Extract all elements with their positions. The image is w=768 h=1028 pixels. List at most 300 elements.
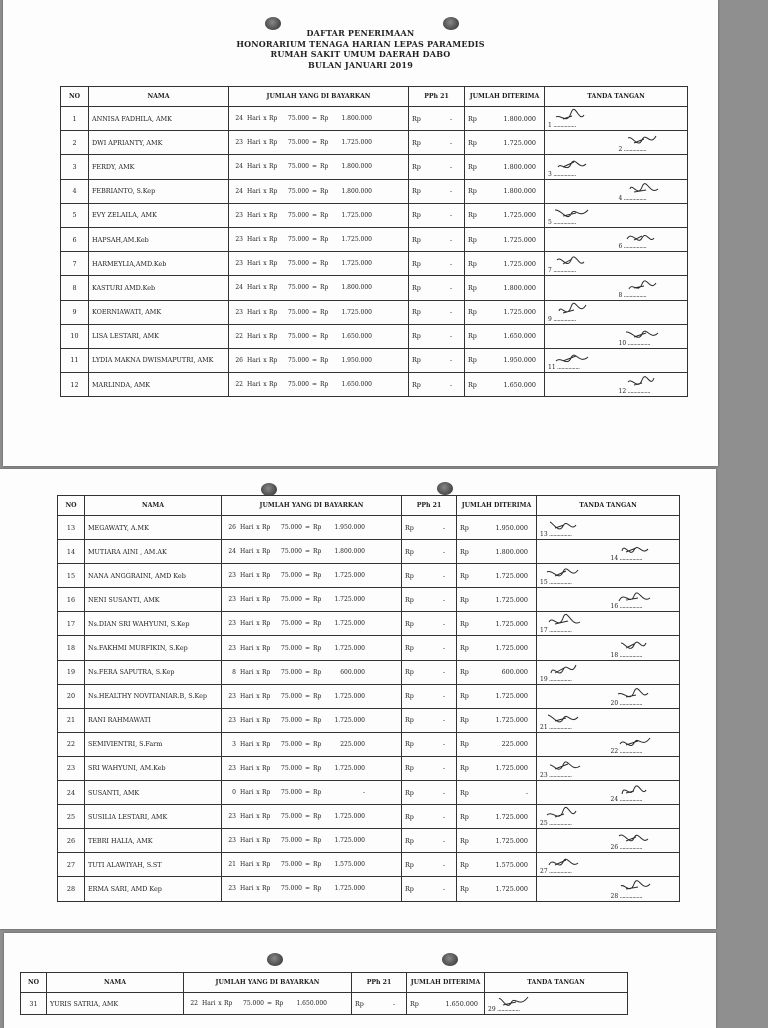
- signature-cell-right[interactable]: [608, 516, 680, 540]
- currency-label: Rp: [468, 380, 477, 389]
- currency-label: Rp: [313, 764, 322, 772]
- multiply-sign: x: [263, 260, 267, 268]
- total-payable: 600.000: [340, 668, 365, 676]
- table-row: [58, 781, 680, 805]
- pph21-value: -: [442, 595, 445, 604]
- currency-label: Rp: [405, 836, 414, 845]
- signature-cell-left[interactable]: [537, 708, 608, 732]
- table-header-row: [58, 496, 680, 516]
- currency-label: Rp: [269, 139, 278, 147]
- total-payable: 1.800.000: [341, 163, 372, 171]
- signature-cell-right[interactable]: [608, 853, 680, 877]
- signature-mark: [549, 107, 593, 127]
- table-row: [61, 155, 688, 179]
- row-number: 10: [61, 324, 89, 348]
- table-row: [61, 373, 688, 397]
- row-number: 11: [61, 348, 89, 372]
- page-2: [0, 469, 716, 929]
- payment-calculation: [222, 636, 402, 660]
- table-row: [61, 107, 688, 131]
- days-worked: 8: [232, 668, 236, 676]
- received-cell: [457, 588, 537, 612]
- signature-number: 16 .....: [611, 603, 643, 610]
- days-worked: 23: [228, 572, 236, 580]
- signature-cell-left[interactable]: [537, 588, 608, 612]
- currency-label: Rp: [262, 740, 271, 748]
- total-payable: 1.725.000: [334, 813, 365, 821]
- daily-rate: 75.000: [288, 260, 309, 268]
- received-cell: [465, 107, 545, 131]
- pph21-cell: [409, 203, 465, 227]
- employee-name: FERDY, AMK: [89, 155, 229, 179]
- amount-received: 1.725.000: [503, 235, 536, 244]
- col-diterima-header: JUMLAH DITERIMA: [465, 87, 545, 107]
- col-ttd-header: TANDA TANGAN: [537, 496, 680, 516]
- employee-name: HAPSAH,AM.Keb: [89, 227, 229, 251]
- days-label: Hari: [247, 381, 261, 389]
- pph21-value: -: [442, 884, 445, 893]
- signature-cell-right[interactable]: [608, 612, 680, 636]
- multiply-sign: x: [263, 236, 267, 244]
- days-label: Hari: [240, 548, 254, 556]
- currency-label: Rp: [262, 861, 271, 869]
- equals-sign: =: [304, 740, 311, 748]
- equals-sign: =: [304, 692, 311, 700]
- equals-sign: =: [304, 837, 311, 845]
- pph21-cell: [409, 131, 465, 155]
- days-label: Hari: [240, 716, 254, 724]
- payment-calculation: [229, 179, 409, 203]
- amount-received: 1.575.000: [495, 860, 528, 869]
- currency-label: Rp: [269, 332, 278, 340]
- amount-received: 1.725.000: [503, 308, 536, 317]
- signature-cell-right[interactable]: [608, 756, 680, 780]
- pph21-value: -: [442, 764, 445, 773]
- signature-cell-left[interactable]: [537, 540, 608, 564]
- days-label: Hari: [240, 740, 254, 748]
- currency-label: Rp: [313, 740, 322, 748]
- pph21-cell: [402, 781, 457, 805]
- total-payable: 1.800.000: [341, 115, 372, 123]
- signature-cell-left[interactable]: [537, 829, 608, 853]
- currency-label: Rp: [320, 163, 329, 171]
- signature-cell-left[interactable]: [537, 564, 608, 588]
- daily-rate: 75.000: [281, 861, 302, 869]
- amount-received: 1.725.000: [495, 644, 528, 653]
- received-cell: [457, 853, 537, 877]
- days-label: Hari: [247, 187, 261, 195]
- currency-label: Rp: [320, 381, 329, 389]
- signature-cell-right[interactable]: [616, 227, 688, 251]
- row-number: 17: [58, 612, 85, 636]
- equals-sign: =: [266, 1000, 273, 1007]
- punch-hole: [267, 953, 283, 966]
- currency-label: Rp: [460, 764, 469, 773]
- signature-cell-left[interactable]: [545, 324, 616, 348]
- pph21-value: -: [449, 138, 452, 147]
- signature-cell-left[interactable]: [537, 805, 608, 829]
- signature-cell-left[interactable]: [545, 348, 616, 372]
- amount-received: 1.950.000: [495, 523, 528, 532]
- title-line-1: DAFTAR PENERIMAAN: [306, 28, 415, 38]
- days-worked: 22: [235, 332, 243, 340]
- currency-label: Rp: [313, 885, 322, 893]
- currency-label: Rp: [262, 620, 271, 628]
- signature-cell-right[interactable]: [616, 373, 688, 397]
- signature-mark: [612, 829, 656, 849]
- signature-cell-right[interactable]: [608, 877, 680, 901]
- signature-cell-right[interactable]: [608, 564, 680, 588]
- amount-received: 1.725.000: [495, 716, 528, 725]
- total-payable: -: [362, 789, 365, 797]
- daily-rate: 75.000: [281, 813, 302, 821]
- currency-label: Rp: [313, 572, 322, 580]
- signature-cell-left[interactable]: [485, 993, 557, 1015]
- signature-cell-left[interactable]: [537, 684, 608, 708]
- col-pph-header: PPh 21: [409, 87, 465, 107]
- currency-label: Rp: [262, 764, 271, 772]
- total-payable: 1.725.000: [334, 837, 365, 845]
- pph21-value: -: [449, 356, 452, 365]
- signature-number: 26 .....: [611, 844, 643, 851]
- row-number: 21: [58, 708, 85, 732]
- days-label: Hari: [240, 620, 254, 628]
- equals-sign: =: [304, 764, 311, 772]
- table-row: [61, 276, 688, 300]
- received-cell: [465, 227, 545, 251]
- table-header-row: [21, 973, 628, 993]
- row-number: 5: [61, 203, 89, 227]
- signature-cell-right[interactable]: [616, 348, 688, 372]
- signature-cell-right[interactable]: [608, 636, 680, 660]
- signature-cell-right[interactable]: [616, 324, 688, 348]
- total-payable: 1.950.000: [341, 356, 372, 364]
- row-number: 20: [58, 684, 85, 708]
- col-jumlah-header: JUMLAH YANG DI BAYARKAN: [229, 87, 409, 107]
- amount-received: 1.725.000: [503, 138, 536, 147]
- signature-cell-right[interactable]: [616, 252, 688, 276]
- currency-label: Rp: [405, 788, 414, 797]
- signature-number: 10 .....: [619, 340, 651, 347]
- amount-received: 1.950.000: [503, 356, 536, 365]
- pph21-cell: [402, 612, 457, 636]
- currency-label: Rp: [269, 211, 278, 219]
- amount-received: 1.725.000: [503, 259, 536, 268]
- signature-number: 15 .....: [540, 579, 572, 586]
- signature-cell-right[interactable]: [608, 708, 680, 732]
- days-label: Hari: [240, 692, 254, 700]
- currency-label: Rp: [269, 308, 278, 316]
- employee-name: SEMIVIENTRI, S.Farm: [85, 732, 222, 756]
- daily-rate: 75.000: [288, 236, 309, 244]
- multiply-sign: x: [263, 115, 267, 123]
- days-worked: 23: [228, 716, 236, 724]
- row-number: 6: [61, 227, 89, 251]
- employee-name: NANA ANGGRAINI, AMD Keb: [85, 564, 222, 588]
- daily-rate: 75.000: [281, 764, 302, 772]
- days-label: Hari: [247, 115, 261, 123]
- row-number: 3: [61, 155, 89, 179]
- received-cell: [457, 684, 537, 708]
- table-row: [21, 993, 628, 1015]
- pph21-value: -: [442, 547, 445, 556]
- signature-number: 11 .....: [548, 364, 580, 371]
- days-label: Hari: [240, 885, 254, 893]
- employee-name: FEBRIANTO, S.Kep: [89, 179, 229, 203]
- payment-calculation: [229, 131, 409, 155]
- signature-cell-left[interactable]: [537, 660, 608, 684]
- row-number: 27: [58, 853, 85, 877]
- payment-calculation: [222, 805, 402, 829]
- table-row: [58, 612, 680, 636]
- signature-cell-left[interactable]: [545, 131, 616, 155]
- days-label: Hari: [247, 356, 261, 364]
- payment-calculation: [229, 155, 409, 179]
- signature-cell-right[interactable]: [616, 300, 688, 324]
- pph21-value: -: [442, 668, 445, 677]
- row-number: 15: [58, 564, 85, 588]
- amount-received: 600.000: [501, 668, 528, 677]
- employee-name: ANNISA FADHILA, AMK: [89, 107, 229, 131]
- equals-sign: =: [311, 139, 318, 147]
- pph21-value: -: [449, 283, 452, 292]
- days-label: Hari: [247, 284, 261, 292]
- pph21-cell: [402, 660, 457, 684]
- row-number: 24: [58, 781, 85, 805]
- signature-cell-left[interactable]: [537, 516, 608, 540]
- employee-name: NENI SUSANTI, AMK: [85, 588, 222, 612]
- signature-number: 28 .....: [611, 893, 643, 900]
- received-cell: [457, 708, 537, 732]
- currency-label: Rp: [460, 812, 469, 821]
- payment-calculation: [229, 227, 409, 251]
- pph21-cell: [402, 540, 457, 564]
- amount-received: 1.650.000: [503, 332, 536, 341]
- currency-label: Rp: [313, 861, 322, 869]
- signature-cell-right[interactable]: [608, 829, 680, 853]
- signature-mark: [620, 276, 664, 296]
- currency-label: Rp: [405, 764, 414, 773]
- days-label: Hari: [240, 764, 254, 772]
- signature-cell-right[interactable]: [608, 781, 680, 805]
- col-no-header: NO: [21, 973, 47, 993]
- days-label: Hari: [240, 789, 254, 797]
- currency-label: Rp: [269, 260, 278, 268]
- multiply-sign: x: [263, 381, 267, 389]
- currency-label: Rp: [269, 381, 278, 389]
- signature-number: 2 .....: [619, 146, 647, 153]
- days-label: Hari: [247, 236, 261, 244]
- signature-cell-left[interactable]: [537, 732, 608, 756]
- pph21-value: -: [442, 692, 445, 701]
- signature-mark: [541, 516, 585, 536]
- payment-calculation: [222, 660, 402, 684]
- table-row: [58, 805, 680, 829]
- signature-number: 3 .....: [548, 171, 576, 178]
- received-cell: [465, 348, 545, 372]
- signature-cell-right[interactable]: [608, 732, 680, 756]
- currency-label: Rp: [313, 668, 322, 676]
- pph21-cell: [352, 993, 407, 1015]
- currency-label: Rp: [405, 595, 414, 604]
- table-row: [58, 588, 680, 612]
- currency-label: Rp: [468, 211, 477, 220]
- signature-mark: [541, 661, 585, 681]
- currency-label: Rp: [468, 138, 477, 147]
- currency-label: Rp: [460, 571, 469, 580]
- pph21-value: -: [442, 523, 445, 532]
- currency-label: Rp: [320, 139, 329, 147]
- currency-label: Rp: [468, 283, 477, 292]
- pph21-cell: [402, 805, 457, 829]
- signature-cell-left[interactable]: [545, 107, 616, 131]
- table-row: [58, 853, 680, 877]
- received-cell: [465, 203, 545, 227]
- signature-mark: [620, 131, 664, 151]
- pph21-value: -: [449, 308, 452, 317]
- currency-label: Rp: [412, 308, 421, 317]
- currency-label: Rp: [320, 260, 329, 268]
- days-worked: 23: [235, 211, 243, 219]
- signature-cell-left[interactable]: [545, 227, 616, 251]
- table-row: [58, 564, 680, 588]
- pph21-cell: [409, 179, 465, 203]
- daily-rate: 75.000: [281, 620, 302, 628]
- signature-mark: [620, 180, 664, 200]
- pph21-cell: [409, 373, 465, 397]
- employee-name: DWI APRIANTY, AMK: [89, 131, 229, 155]
- total-payable: 1.725.000: [341, 308, 372, 316]
- signature-cell-left[interactable]: [537, 636, 608, 660]
- pph21-cell: [402, 636, 457, 660]
- signature-cell-right[interactable]: [616, 203, 688, 227]
- amount-received: 1.725.000: [495, 619, 528, 628]
- row-number: 7: [61, 252, 89, 276]
- col-nama-header: NAMA: [85, 496, 222, 516]
- col-no-header: NO: [58, 496, 85, 516]
- signature-cell-right[interactable]: [616, 155, 688, 179]
- signature-cell-right[interactable]: [557, 993, 628, 1015]
- col-no-header: NO: [61, 87, 89, 107]
- signature-cell-left[interactable]: [537, 612, 608, 636]
- employee-name: Ns.FERA SAPUTRA, S.Kep: [85, 660, 222, 684]
- pph21-cell: [402, 684, 457, 708]
- signature-number: 17 .....: [540, 627, 572, 634]
- total-payable: 1.725.000: [334, 764, 365, 772]
- currency-label: Rp: [468, 308, 477, 317]
- total-payable: 1.650.000: [341, 381, 372, 389]
- equals-sign: =: [304, 861, 311, 869]
- daily-rate: 75.000: [281, 789, 302, 797]
- signature-number: 27 .....: [540, 868, 572, 875]
- row-number: 13: [58, 516, 85, 540]
- currency-label: Rp: [269, 356, 278, 364]
- daily-rate: 75.000: [281, 548, 302, 556]
- signature-number: 1 .....: [548, 122, 576, 129]
- signature-cell-left[interactable]: [537, 877, 608, 901]
- multiply-sign: x: [256, 644, 260, 652]
- daily-rate: 75.000: [288, 187, 309, 195]
- signature-cell-right[interactable]: [608, 540, 680, 564]
- signature-cell-left[interactable]: [545, 179, 616, 203]
- currency-label: Rp: [262, 644, 271, 652]
- signature-mark: [541, 709, 585, 729]
- currency-label: Rp: [405, 716, 414, 725]
- equals-sign: =: [304, 620, 311, 628]
- signature-cell-left[interactable]: [545, 252, 616, 276]
- signature-cell-left[interactable]: [545, 203, 616, 227]
- currency-label: Rp: [412, 187, 421, 196]
- currency-label: Rp: [412, 332, 421, 341]
- currency-label: Rp: [412, 162, 421, 171]
- days-label: Hari: [247, 211, 261, 219]
- table-row: [61, 131, 688, 155]
- payment-calculation: [229, 324, 409, 348]
- currency-label: Rp: [313, 548, 322, 556]
- currency-label: Rp: [320, 356, 329, 364]
- payment-calculation: [184, 993, 352, 1015]
- days-worked: 23: [235, 139, 243, 147]
- signature-cell-right[interactable]: [616, 276, 688, 300]
- signature-cell-left[interactable]: [545, 300, 616, 324]
- daily-rate: 75.000: [281, 668, 302, 676]
- currency-label: Rp: [313, 692, 322, 700]
- currency-label: Rp: [468, 114, 477, 123]
- punch-hole: [442, 953, 458, 966]
- equals-sign: =: [304, 572, 311, 580]
- currency-label: Rp: [313, 644, 322, 652]
- signature-cell-left[interactable]: [537, 781, 608, 805]
- signature-cell-left[interactable]: [545, 373, 616, 397]
- employee-name: MUTIARA AINI , AM.AK: [85, 540, 222, 564]
- amount-received: 1.800.000: [503, 114, 536, 123]
- currency-label: Rp: [320, 187, 329, 195]
- signature-cell-right[interactable]: [608, 660, 680, 684]
- daily-rate: 75.000: [281, 644, 302, 652]
- employee-name: LISA LESTARI, AMK: [89, 324, 229, 348]
- payment-calculation: [222, 829, 402, 853]
- pph21-cell: [402, 853, 457, 877]
- days-worked: 26: [235, 356, 243, 364]
- signature-cell-left[interactable]: [537, 853, 608, 877]
- total-payable: 1.725.000: [334, 620, 365, 628]
- days-worked: 23: [235, 260, 243, 268]
- signature-cell-right[interactable]: [608, 684, 680, 708]
- signature-cell-right[interactable]: [608, 805, 680, 829]
- payment-table-1: [60, 86, 688, 397]
- currency-label: Rp: [460, 716, 469, 725]
- signature-cell-right[interactable]: [616, 131, 688, 155]
- signature-cell-right[interactable]: [616, 179, 688, 203]
- multiply-sign: x: [256, 524, 260, 532]
- signature-cell-right[interactable]: [608, 588, 680, 612]
- signature-cell-right[interactable]: [616, 107, 688, 131]
- signature-cell-left[interactable]: [537, 756, 608, 780]
- multiply-sign: x: [256, 861, 260, 869]
- signature-number: 13 .....: [540, 531, 572, 538]
- document-title: [3, 28, 718, 70]
- col-diterima-header: JUMLAH DITERIMA: [407, 973, 485, 993]
- signature-cell-left[interactable]: [545, 276, 616, 300]
- currency-label: Rp: [460, 547, 469, 556]
- currency-label: Rp: [460, 740, 469, 749]
- received-cell: [465, 324, 545, 348]
- pph21-cell: [402, 756, 457, 780]
- signature-cell-left[interactable]: [545, 155, 616, 179]
- payment-calculation: [229, 300, 409, 324]
- equals-sign: =: [304, 789, 311, 797]
- currency-label: Rp: [468, 187, 477, 196]
